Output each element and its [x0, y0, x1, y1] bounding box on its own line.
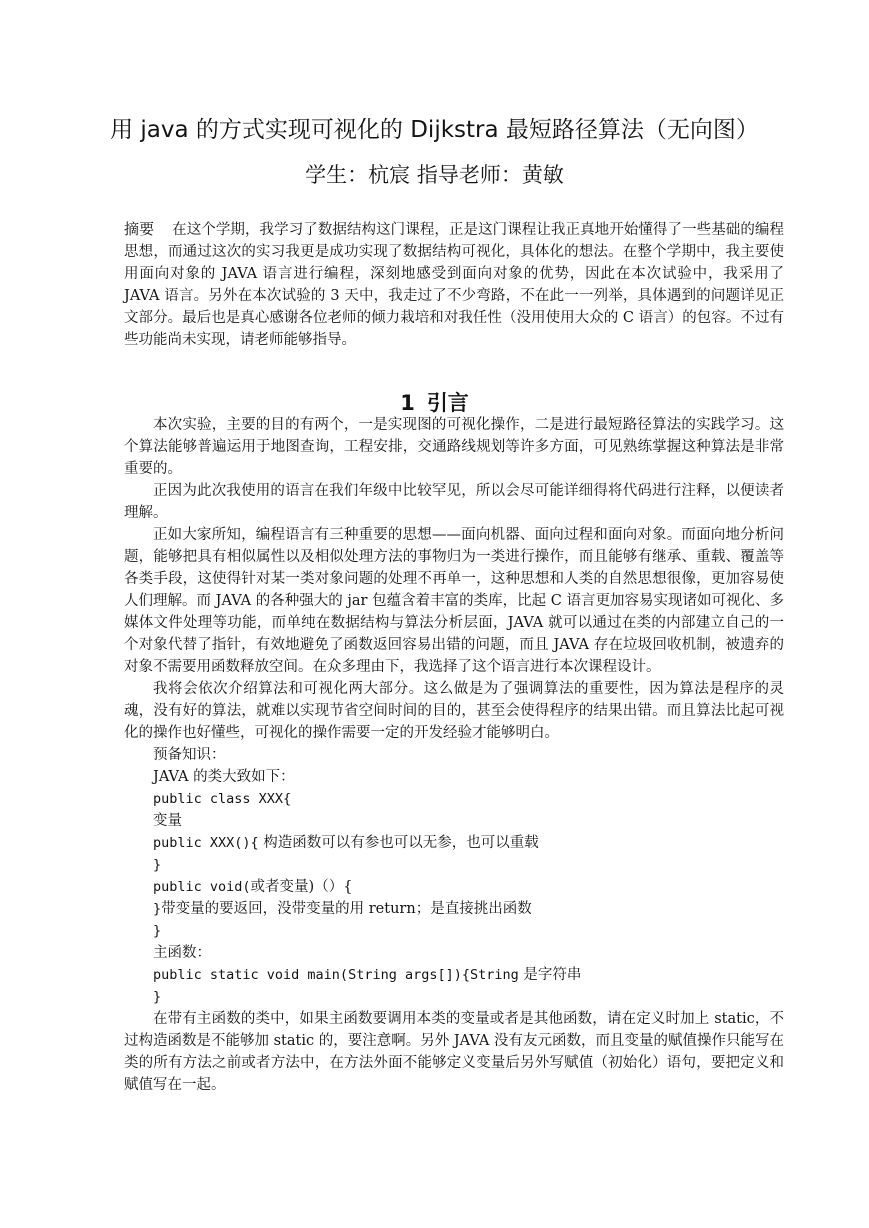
- code-line: [124, 964, 784, 986]
- code-line: [124, 854, 784, 876]
- code-line: [124, 898, 784, 920]
- class-intro: JAVA 的类大致如下：: [153, 769, 295, 785]
- code-note: 变量: [153, 813, 182, 829]
- code-note: 构造函数可以有参也可以无参，也可以重载: [258, 835, 539, 851]
- code-note: 或者变量)（）{: [250, 879, 353, 895]
- abstract-text: 在这个学期，我学习了数据结构这门课程，正是这门课程让我正真地开始懂得了一些基础的编程思想，而通过这次的实习我更是成功实现了数据结构可视化，具体化的想法。在整个学期中，我主要使用面向对象的 JAVA 语言进行编程，深刻地感受到面向对象的优势，因此在本次试验中，我采用了 JAVA 语言。另外在本次试验的 3 天中，我走过了不少弯路，不在此一一列举，具体遇到的问题详见正文部分。最后也是真心感谢各位老师的倾力栽培和对我任性（没用使用大众的 C 语言）的包容。不过有些功能尚未实现，请老师能够指导。: [124, 222, 784, 348]
- code-line: [124, 920, 784, 942]
- code-text: }: [153, 901, 162, 917]
- code-line: [124, 832, 784, 854]
- prep-label: 预备知识：: [153, 747, 226, 763]
- code-text: }: [153, 923, 162, 939]
- code-note: 是字符串: [518, 967, 582, 983]
- code-line: [124, 942, 784, 964]
- code-note: 主函数：: [153, 945, 211, 961]
- section-title: 引言: [426, 391, 469, 415]
- code-note: 带变量的要返回，没带变量的用 return；是直接挑出函数: [161, 901, 532, 917]
- code-text: }: [153, 857, 162, 873]
- code-text: public void(: [153, 879, 251, 895]
- paragraph: 在带有主函数的类中，如果主函数要调用本类的变量或者是其他函数，请在定义时加上 static，不过构造函数是不能够加 static 的，要注意啊。另外 JAVA 没有友元函数，而且变量的赋值操作只能写在类的所有方法之前或者方法中，在方法外面不能够定义变量后另外写赋值（初始化）语句，要把定义和赋值写在一起。: [124, 1011, 784, 1093]
- paper-title: 用 java 的方式实现可视化的 Dijkstra 最短路径算法（无向图）: [110, 117, 759, 143]
- code-text: public class XXX{: [153, 791, 292, 807]
- paragraph: 正因为此次我使用的语言在我们年级中比较罕见，所以会尽可能详细得将代码进行注释，以便读者理解。: [124, 483, 784, 521]
- paragraph: 本次实验，主要的目的有两个，一是实现图的可视化操作，二是进行最短路径算法的实践学习。这个算法能够普遍运用于地图查询，工程安排，交通路线规划等许多方面，可见熟练掌握这种算法是非常重要的。: [124, 417, 784, 477]
- code-line: [124, 810, 784, 832]
- abstract-label: 摘要: [124, 220, 155, 238]
- code-line: [124, 986, 784, 1008]
- code-text: public XXX(){: [153, 835, 259, 851]
- paper-authors: 学生：杭宸 指导老师：黄敏: [305, 163, 564, 187]
- abstract: [124, 218, 784, 351]
- code-text: }: [153, 989, 162, 1005]
- paragraph: 我将会依次介绍算法和可视化两大部分。这么做是为了强调算法的重要性，因为算法是程序的灵魂，没有好的算法，就难以实现节省空间时间的目的，甚至会使得程序的结果出错。而且算法比起可视化的操作也好懂些，可视化的操作需要一定的开发经验才能够明白。: [124, 681, 784, 741]
- code-line: [124, 876, 784, 898]
- paragraph: 正如大家所知，编程语言有三种重要的思想——面向机器、面向过程和面向对象。而面向地分析问题，能够把具有相似属性以及相似处理方法的事物归为一类进行操作，而且能够有继承、重载、覆盖等各类手段，这使得针对某一类对象问题的处理不再单一，这种思想和人类的自然思想很像，更加容易使人们理解。而 JAVA 的各种强大的 jar 包蕴含着丰富的类库，比起 C 语言更加容易实现诸如可视化、多媒体文件处理等功能，而单纯在数据结构与算法分析层面，JAVA 就可以通过在类的内部建立自己的一个对象代替了指针，有效地避免了函数返回容易出错的问题，而且 JAVA 存在垃圾回收机制，被遗弃的对象不需要用函数释放空间。在众多理由下，我选择了这个语言进行本次课程设计。: [124, 527, 784, 675]
- section-body: [124, 414, 784, 1096]
- code-line: [124, 788, 784, 810]
- code-text: public static void main(String args[]){String: [153, 967, 519, 983]
- section-number: 1: [400, 391, 415, 415]
